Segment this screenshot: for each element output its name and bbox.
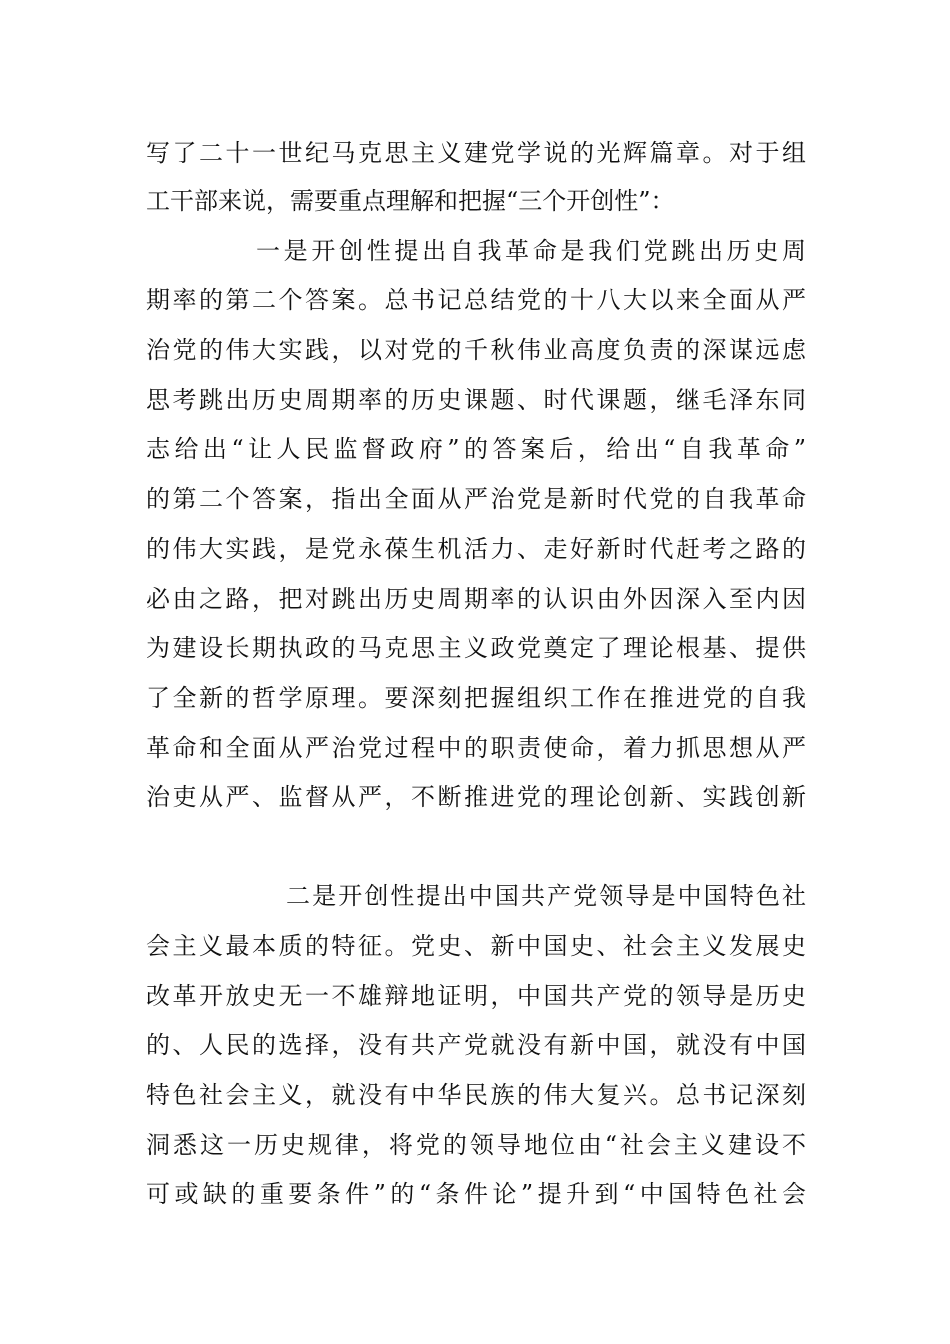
text-line: 改革开放史无一不雄辩地证明，中国共产党的领导是历史 <box>146 982 806 1010</box>
text-line: 可或缺的重要条件”的“条件论”提升到“中国特色社会 <box>146 1180 806 1208</box>
text-line: 写了二十一世纪马克思主义建党学说的光辉篇章。对于组 <box>146 139 806 167</box>
text-line: 了全新的哲学原理。要深刻把握组织工作在推进党的自我 <box>146 684 806 712</box>
text-line: 洞悉这一历史规律，将党的领导地位由“社会主义建设不 <box>146 1131 806 1159</box>
text-line: 为建设长期执政的马克思主义政党奠定了理论根基、提供 <box>146 634 806 662</box>
text-line: 革命和全面从严治党过程中的职责使命，着力抓思想从严 <box>146 734 806 762</box>
text-line: 的、人民的选择，没有共产党就没有新中国，就没有中国 <box>146 1031 806 1059</box>
text-line: 工干部来说，需要重点理解和把握“三个开创性”： <box>146 187 675 215</box>
text-line: 的第二个答案，指出全面从严治党是新时代党的自我革命 <box>146 485 806 513</box>
paragraph-start-line: 二是开创性提出中国共产党领导是中国特色社 <box>286 882 806 910</box>
paragraph-start-line: 一是开创性提出自我革命是我们党跳出历史周 <box>256 237 806 265</box>
text-line: 会主义最本质的特征。党史、新中国史、社会主义发展史 <box>146 932 806 960</box>
text-line: 思考跳出历史周期率的历史课题、时代课题，继毛泽东同 <box>146 386 806 414</box>
text-line: 的伟大实践，是党永葆生机活力、走好新时代赶考之路的 <box>146 535 806 563</box>
text-line: 特色社会主义，就没有中华民族的伟大复兴。总书记深刻 <box>146 1081 806 1109</box>
text-line: 期率的第二个答案。总书记总结党的十八大以来全面从严 <box>146 286 806 314</box>
text-line: 志给出“让人民监督政府”的答案后，给出“自我革命” <box>146 435 806 463</box>
text-line: 治吏从严、监督从严，不断推进党的理论创新、实践创新 <box>146 783 806 811</box>
text-line: 治党的伟大实践，以对党的千秋伟业高度负责的深谋远虑 <box>146 336 806 364</box>
text-line: 必由之路，把对跳出历史周期率的认识由外因深入至内因 <box>146 585 806 613</box>
